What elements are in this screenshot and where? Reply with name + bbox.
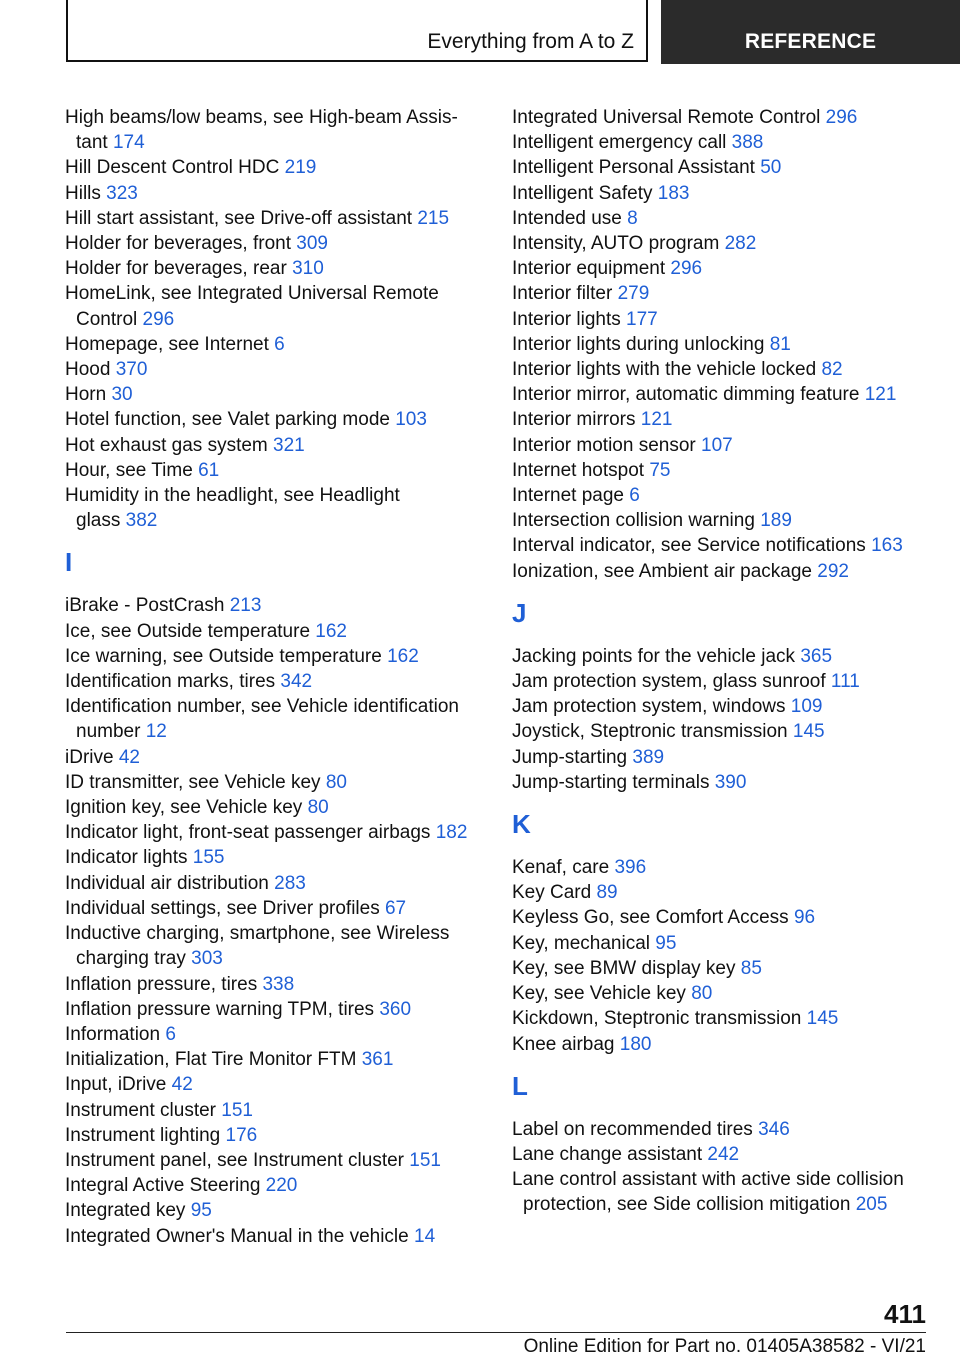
index-entry [65, 508, 475, 533]
index-entry-text: Input, iDrive [65, 1074, 172, 1096]
index-entry-text: Information [65, 1023, 166, 1045]
index-entry [512, 981, 932, 1006]
index-entry [65, 669, 475, 694]
index-letter-heading: I [65, 547, 73, 578]
page-reference-link[interactable]: 389 [632, 746, 665, 768]
index-entry [512, 508, 932, 533]
index-entry-text: Knee airbag [512, 1033, 620, 1055]
index-entry-text: number [76, 721, 146, 743]
index-entry-text: Holder for beverages, front [65, 233, 297, 255]
index-entry [512, 357, 932, 382]
index-entry [512, 1006, 932, 1031]
page-reference-link[interactable]: 6 [165, 1023, 176, 1045]
page-reference-link[interactable]: 162 [315, 620, 347, 642]
page-reference-link[interactable]: 174 [112, 132, 145, 154]
index-entry-text: Interior filter [512, 283, 618, 305]
index-entry-text: Identification number, see Vehicle identification [65, 696, 459, 718]
index-entry [512, 281, 932, 306]
index-entry [512, 770, 932, 795]
index-entry [65, 871, 475, 896]
index-entry-text: Internet page [512, 485, 630, 507]
index-entry-text: glass [76, 510, 126, 532]
index-entry [512, 130, 932, 155]
page-reference-link[interactable]: 82 [821, 359, 843, 381]
page-reference-link[interactable]: 182 [435, 822, 468, 844]
page-reference-link[interactable]: 80 [691, 983, 713, 1005]
page-reference-link[interactable]: 30 [111, 384, 133, 406]
page-reference-link[interactable]: 310 [292, 258, 324, 280]
index-entry-text: HomeLink, see Integrated Universal Remote [65, 283, 439, 305]
index-entry [65, 1022, 475, 1047]
page-reference-link[interactable]: 382 [125, 510, 158, 532]
page-reference-link[interactable]: 342 [280, 671, 313, 693]
index-entry [65, 1173, 475, 1198]
page-reference-link[interactable]: 370 [115, 359, 148, 381]
page-number: 411 [884, 1299, 926, 1329]
index-entry-text: Homepage, see Internet [65, 333, 275, 355]
page-reference-link[interactable]: 303 [191, 948, 223, 970]
index-entry-text: Kenaf, care [512, 857, 615, 879]
page-reference-link[interactable]: 283 [274, 872, 306, 894]
index-entry [512, 1167, 932, 1192]
page-reference-link[interactable]: 162 [387, 645, 419, 667]
page-reference-link[interactable]: 321 [273, 434, 305, 456]
page-reference-link[interactable]: 42 [171, 1074, 193, 1096]
index-entry [65, 483, 475, 508]
index-entry-text: Interior lights [512, 308, 627, 330]
index-entry-text: Integral Active Steering [65, 1175, 266, 1197]
index-entry [512, 483, 932, 508]
index-entry-text: tant [76, 132, 113, 154]
page-reference-link[interactable]: 151 [409, 1149, 441, 1171]
index-entry [512, 1142, 932, 1167]
index-entry-text: High beams/low beams, see High-beam Assis- [65, 107, 458, 128]
page-reference-link[interactable]: 219 [284, 157, 317, 179]
index-entry-text: Intended use [512, 207, 628, 229]
index-letter-heading: K [512, 809, 531, 840]
index-entry-text: Inflation pressure warning TPM, tires [65, 998, 380, 1020]
index-entry [512, 1192, 932, 1217]
page-reference-link[interactable]: 6 [274, 333, 285, 355]
page-reference-link[interactable]: 95 [190, 1200, 212, 1222]
index-entry-text: Individual settings, see Driver profiles [65, 897, 385, 919]
index-entry [512, 644, 932, 669]
index-entry [512, 880, 932, 905]
index-entry [65, 155, 475, 180]
index-entry [65, 433, 475, 458]
index-entry-text: Intelligent Safety [512, 182, 658, 204]
page-reference-link[interactable]: 163 [871, 535, 903, 557]
index-entry [65, 256, 475, 281]
page-reference-link[interactable]: 6 [629, 485, 640, 507]
page-reference-link[interactable]: 338 [262, 973, 295, 995]
page-reference-link[interactable]: 121 [864, 384, 897, 406]
index-entry [65, 845, 475, 870]
index-entry [512, 382, 932, 407]
index-entry-text: Integrated Universal Remote Control [512, 107, 826, 128]
index-entry-text: Key, mechanical [512, 932, 656, 954]
index-entry-text: Individual air distribution [65, 872, 275, 894]
page-reference-link[interactable]: 282 [724, 233, 757, 255]
page-reference-link[interactable]: 292 [817, 560, 849, 582]
index-entry [65, 1123, 475, 1148]
page-reference-link[interactable]: 365 [800, 645, 833, 667]
index-entry [65, 1198, 475, 1223]
index-entry-text: Interior lights with the vehicle locked [512, 359, 822, 381]
page-reference-link[interactable]: 296 [142, 308, 175, 330]
index-entry-text: Intelligent Personal Assistant [512, 157, 761, 179]
index-entry-text: Hot exhaust gas system [65, 434, 274, 456]
page-reference-link[interactable]: 323 [106, 182, 138, 204]
page-reference-link[interactable]: 89 [596, 882, 618, 904]
page-reference-link[interactable]: 220 [265, 1175, 298, 1197]
page-reference-link[interactable]: 213 [229, 595, 262, 617]
index-entry-text: Kickdown, Steptronic transmission [512, 1008, 807, 1030]
index-entry-text: Inductive charging, smartphone, see Wireless [65, 923, 450, 945]
footer-divider [66, 1332, 926, 1333]
index-entry-text: Lane control assistant with active side collision [512, 1169, 904, 1191]
page-reference-link[interactable]: 50 [760, 157, 782, 179]
index-entry-text: Jacking points for the vehicle jack [512, 645, 801, 667]
section-title: Everything from A to Z [427, 30, 634, 53]
footer-edition-text: Online Edition for Part no. 01405A38582 - VI/21 [523, 1336, 926, 1357]
page-reference-link[interactable]: 85 [740, 957, 762, 979]
index-entry-text: Integrated Owner's Manual in the vehicle [65, 1225, 414, 1247]
index-entry-text: Interior lights during unlocking [512, 333, 770, 355]
index-entry [65, 1047, 475, 1072]
index-entry-text: Indicator light, front-seat passenger airbags [65, 822, 436, 844]
index-entry [512, 855, 932, 880]
index-entry [512, 231, 932, 256]
index-entry [65, 281, 475, 306]
index-entry-text: Hotel function, see Valet parking mode [65, 409, 396, 431]
index-entry-text: Hood [65, 359, 116, 381]
index-entry-text: Lane change assistant [512, 1143, 708, 1165]
page-reference-link[interactable]: 103 [395, 409, 427, 431]
index-entry [65, 206, 475, 231]
index-entry-text: Key, see Vehicle key [512, 983, 692, 1005]
index-entry-text: Inflation pressure, tires [65, 973, 263, 995]
index-entry [65, 1098, 475, 1123]
page-reference-link[interactable]: 360 [379, 998, 412, 1020]
index-entry [512, 1032, 932, 1057]
index-entry [65, 1072, 475, 1097]
index-entry [65, 130, 475, 155]
page-reference-link[interactable]: 81 [769, 333, 791, 355]
index-entry [512, 105, 932, 130]
page-reference-link[interactable]: 183 [657, 182, 690, 204]
page-reference-link[interactable]: 346 [758, 1118, 790, 1140]
index-entry [512, 332, 932, 357]
index-entry [65, 997, 475, 1022]
index-entry [65, 694, 475, 719]
page-reference-link[interactable]: 121 [640, 409, 673, 431]
index-entry-text: Key, see BMW display key [512, 957, 741, 979]
page-reference-link[interactable]: 361 [361, 1049, 394, 1071]
index-entry [65, 745, 475, 770]
index-letter-heading: L [512, 1070, 528, 1101]
index-entry [512, 694, 932, 719]
index-entry-text: Ignition key, see Vehicle key [65, 797, 308, 819]
index-entry [512, 745, 932, 770]
page-reference-link[interactable]: 296 [825, 107, 858, 128]
index-entry-text: Ionization, see Ambient air package [512, 560, 818, 582]
index-entry [512, 719, 932, 744]
page-reference-link[interactable]: 67 [384, 897, 407, 919]
index-entry-text: Indicator lights [65, 847, 193, 869]
page-reference-link[interactable]: 8 [627, 207, 638, 229]
index-entry [512, 433, 932, 458]
index-entry-text: Intersection collision warning [512, 510, 761, 532]
index-entry [65, 307, 475, 332]
index-entry-text: Joystick, Steptronic transmission [512, 721, 793, 743]
index-entry-text: Interior equipment [512, 258, 671, 280]
index-entry-text: Jump-starting [512, 746, 633, 768]
index-entry-text: iBrake - PostCrash [65, 595, 230, 617]
header-reference-tab [661, 0, 960, 64]
page-reference-link[interactable]: 215 [417, 207, 450, 229]
index-entry [65, 946, 475, 971]
index-entry-text: Instrument lighting [65, 1124, 226, 1146]
index-entry [65, 1224, 475, 1249]
index-entry [512, 1117, 932, 1142]
index-entry [65, 820, 475, 845]
index-entry [65, 181, 475, 206]
index-entry [65, 644, 475, 669]
index-entry [65, 972, 475, 997]
index-entry [65, 593, 475, 618]
index-entry-text: Interior mirrors [512, 409, 641, 431]
index-entry [65, 770, 475, 795]
page-reference-link[interactable]: 176 [225, 1124, 258, 1146]
page-reference-link[interactable]: 296 [670, 258, 703, 280]
page-reference-link[interactable]: 14 [414, 1225, 436, 1247]
index-entry-text: Instrument panel, see Instrument cluster [65, 1149, 410, 1171]
page-reference-link[interactable]: 189 [760, 510, 792, 532]
index-entry-text: Horn [65, 384, 112, 406]
page-reference-link[interactable]: 96 [793, 907, 816, 929]
page-reference-link[interactable]: 75 [649, 459, 671, 481]
page-reference-link[interactable]: 309 [296, 233, 328, 255]
index-entry [512, 307, 932, 332]
index-entry-text: Interval indicator, see Service notifications [512, 535, 872, 557]
index-entry [65, 407, 475, 432]
index-entry-text: protection, see Side collision mitigation [523, 1194, 856, 1216]
index-entry-text: Internet hotspot [512, 459, 650, 481]
index-entry [512, 256, 932, 281]
page-reference-link[interactable]: 95 [655, 932, 677, 954]
index-entry [65, 896, 475, 921]
index-entry-text: Jam protection system, windows [512, 696, 791, 718]
page-reference-link[interactable]: 42 [118, 746, 140, 768]
index-entry-text: Hill Descent Control HDC [65, 157, 285, 179]
reference-tab-label: REFERENCE [744, 30, 877, 53]
index-column-right [512, 105, 932, 1218]
index-entry [65, 357, 475, 382]
index-entry [65, 719, 475, 744]
index-entry-text: iDrive [65, 746, 119, 768]
index-entry [65, 105, 475, 130]
index-letter-heading: J [512, 597, 527, 628]
page-reference-link[interactable]: 177 [626, 308, 658, 330]
page-reference-link[interactable]: 242 [707, 1143, 740, 1165]
index-entry-text: Control [76, 308, 143, 330]
header-section-box [66, 0, 648, 62]
index-entry [65, 382, 475, 407]
index-entry [65, 458, 475, 483]
index-entry [65, 332, 475, 357]
page-reference-link[interactable]: 205 [855, 1194, 888, 1216]
index-entry [65, 231, 475, 256]
page-reference-link[interactable]: 388 [731, 132, 764, 154]
index-entry-text: Jam protection system, glass sunroof [512, 671, 831, 693]
index-entry-text: Hour, see Time [65, 459, 199, 481]
index-entry [65, 921, 475, 946]
index-entry-text: Interior mirror, automatic dimming feature [512, 384, 865, 406]
index-entry-text: Integrated key [65, 1200, 191, 1222]
page-reference-link[interactable]: 80 [325, 771, 347, 793]
index-entry [512, 206, 932, 231]
page-reference-link[interactable]: 145 [806, 1008, 839, 1030]
index-entry [512, 905, 932, 930]
index-entry-text: Key Card [512, 882, 597, 904]
page-reference-link[interactable]: 107 [701, 434, 733, 456]
page-reference-link[interactable]: 12 [145, 721, 167, 743]
index-entry-text: Holder for beverages, rear [65, 258, 293, 280]
index-entry-text: Hills [65, 182, 107, 204]
page-reference-link[interactable]: 151 [221, 1099, 253, 1121]
page-reference-link[interactable]: 80 [307, 797, 329, 819]
page-reference-link[interactable]: 155 [192, 847, 225, 869]
index-entry [512, 458, 932, 483]
index-entry [512, 669, 932, 694]
index-entry-text: Identification marks, tires [65, 671, 281, 693]
index-entry [512, 155, 932, 180]
index-entry-text: Ice, see Outside temperature [65, 620, 316, 642]
index-entry-text: Label on recommended tires [512, 1118, 759, 1140]
index-entry [512, 931, 932, 956]
index-entry-text: ID transmitter, see Vehicle key [65, 771, 326, 793]
index-entry-text: Humidity in the headlight, see Headlight [65, 485, 400, 507]
page-reference-link[interactable]: 109 [790, 696, 823, 718]
index-entry-text: Intensity, AUTO program [512, 233, 725, 255]
index-entry-text: Initialization, Flat Tire Monitor FTM [65, 1049, 362, 1071]
index-entry-text: Jump-starting terminals [512, 771, 715, 793]
index-entry [65, 619, 475, 644]
page-reference-link[interactable]: 390 [714, 771, 747, 793]
index-entry-text: Instrument cluster [65, 1099, 222, 1121]
page-reference-link[interactable]: 279 [617, 283, 650, 305]
index-entry [512, 407, 932, 432]
page-reference-link[interactable]: 145 [792, 721, 825, 743]
index-entry [512, 533, 932, 558]
index-entry-text: Ice warning, see Outside temperature [65, 645, 388, 667]
index-entry-text: Intelligent emergency call [512, 132, 732, 154]
index-column-left [65, 105, 475, 1249]
index-entry [512, 956, 932, 981]
page-reference-link[interactable]: 396 [614, 857, 647, 879]
index-entry [65, 1148, 475, 1173]
index-entry-text: Hill start assistant, see Drive-off assistant [65, 207, 418, 229]
index-entry-text: charging tray [76, 948, 192, 970]
page-reference-link[interactable]: 61 [198, 459, 220, 481]
page-reference-link[interactable]: 111 [830, 671, 860, 693]
index-entry [512, 181, 932, 206]
index-entry-text: Keyless Go, see Comfort Access [512, 907, 794, 929]
index-entry [65, 795, 475, 820]
index-entry-text: Interior motion sensor [512, 434, 702, 456]
index-entry [512, 559, 932, 584]
page-reference-link[interactable]: 180 [619, 1033, 652, 1055]
